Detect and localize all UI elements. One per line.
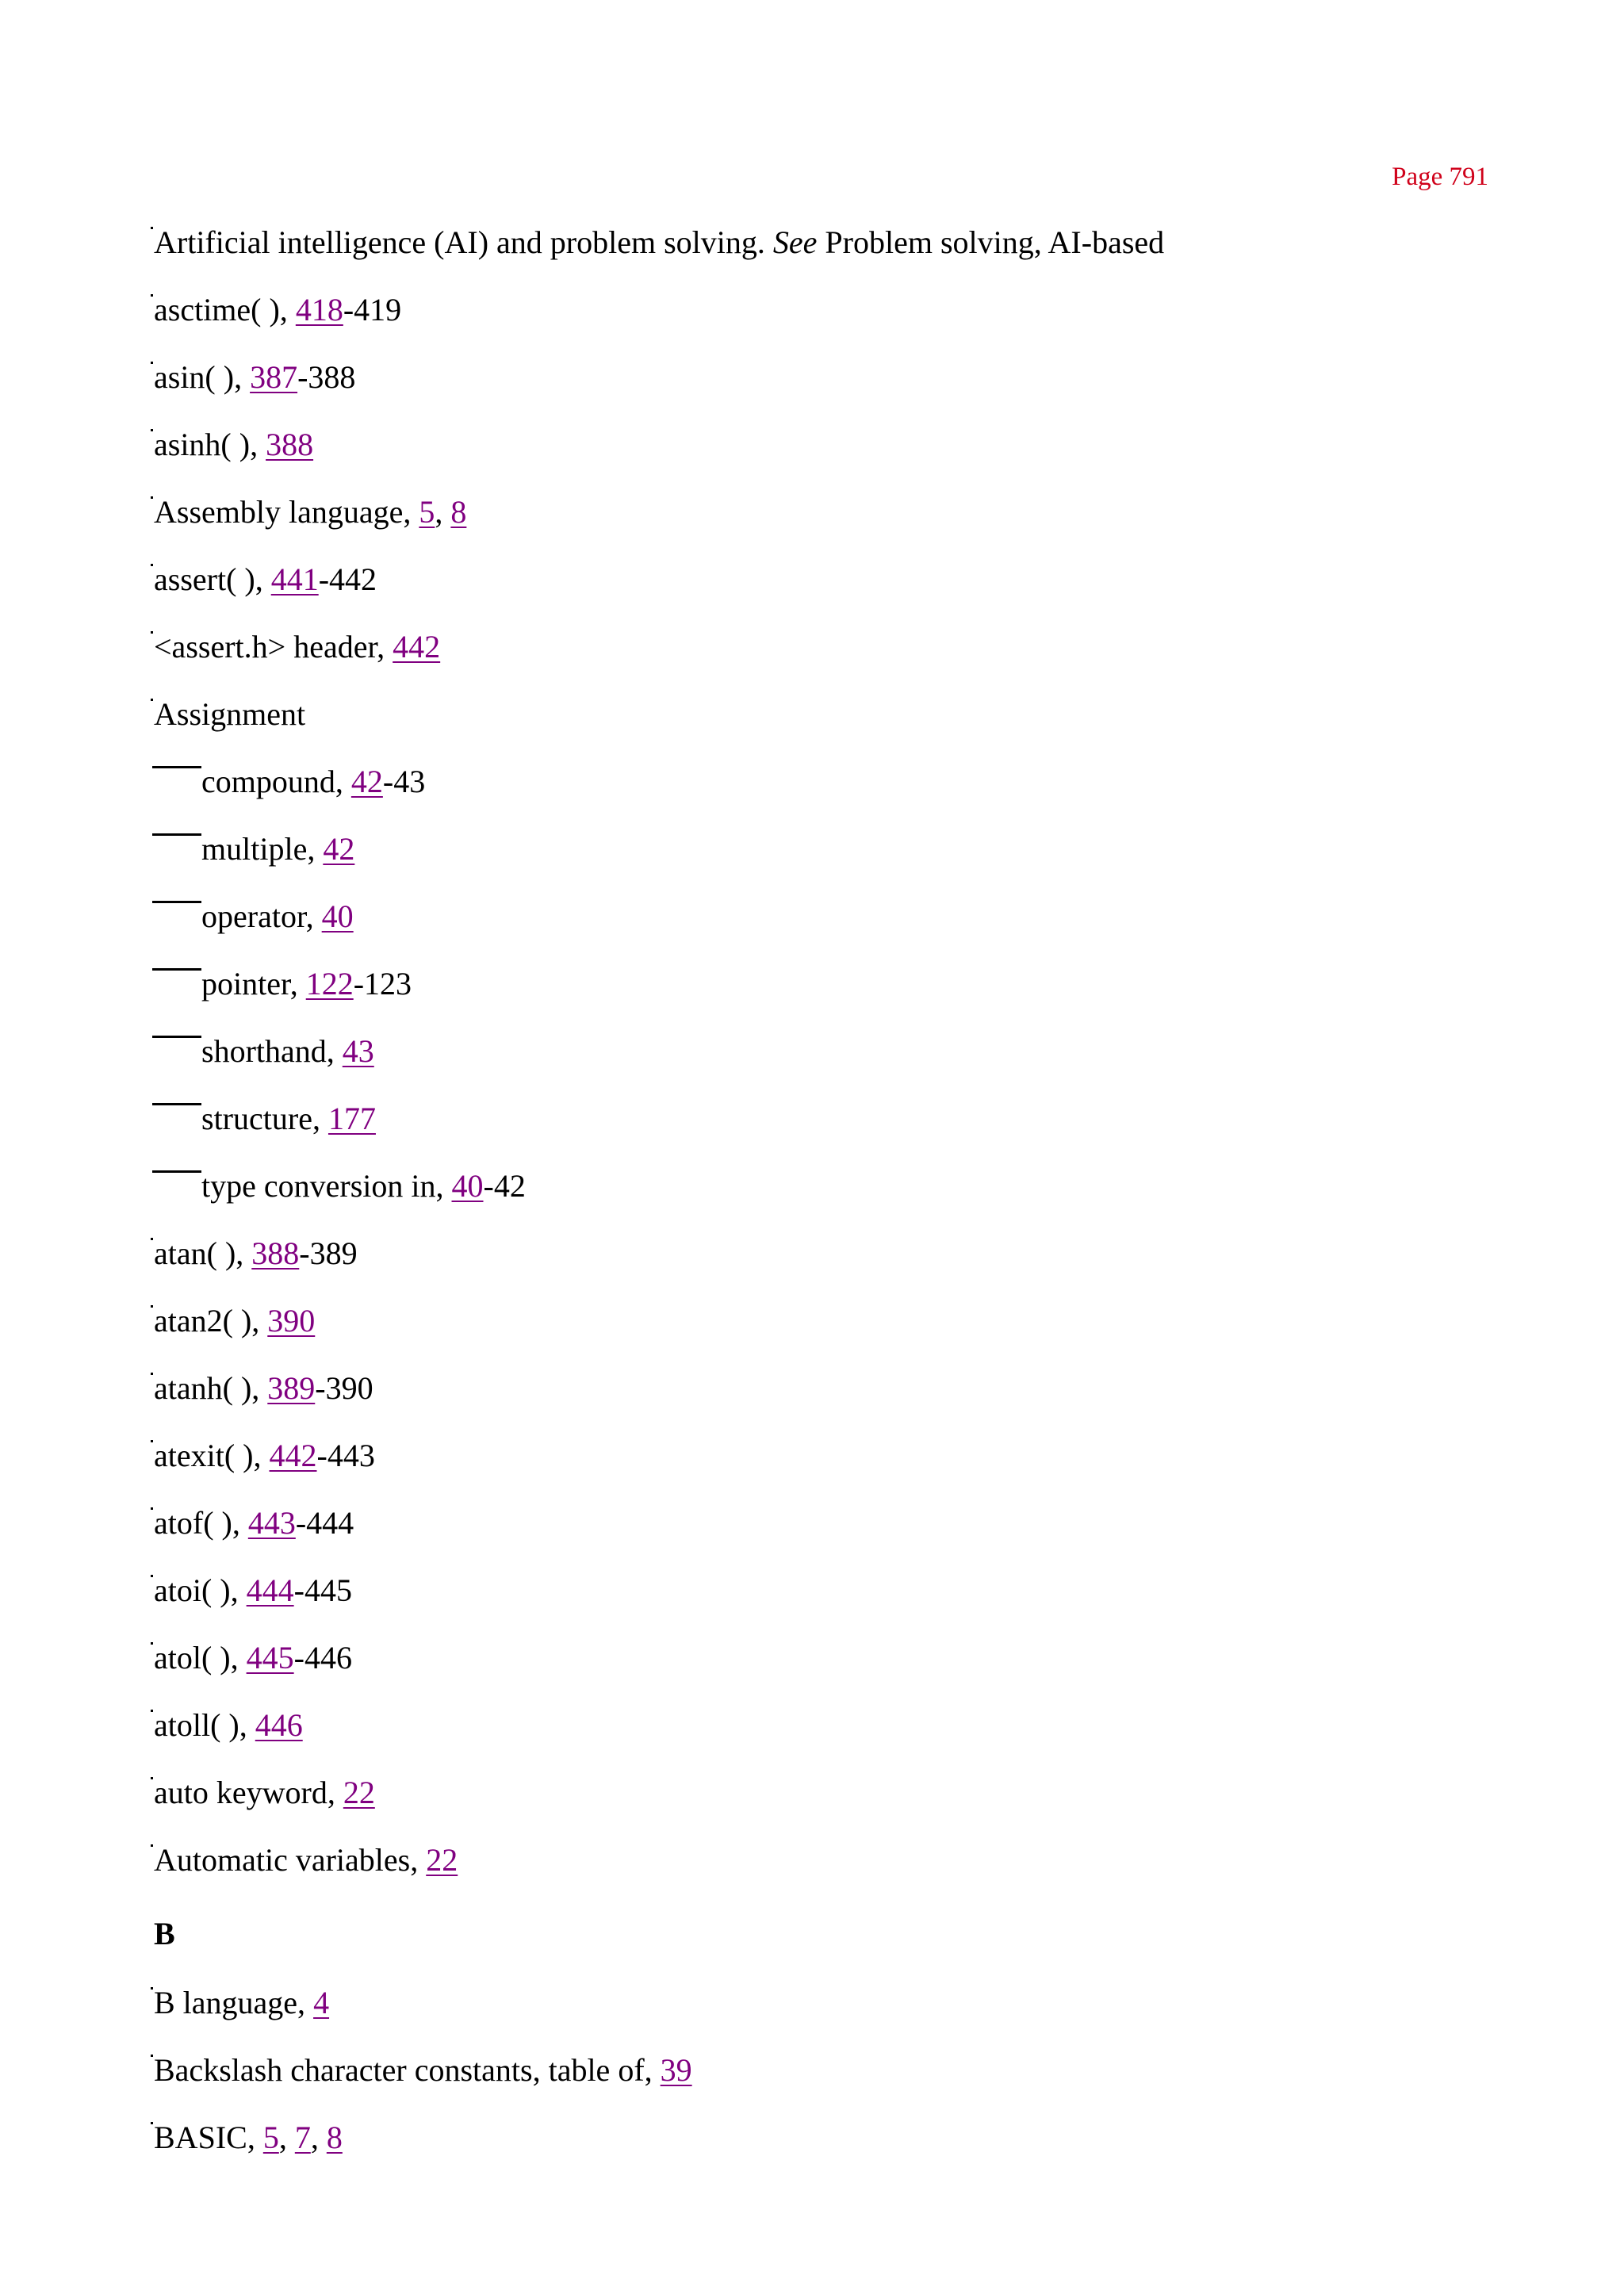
entry-text-segment: auto keyword, — [154, 1775, 343, 1810]
index-entry — [152, 1231, 1540, 1299]
entry-text-segment: type conversion in, — [201, 1168, 452, 1204]
entry-text-segment: pointer, — [201, 966, 306, 1001]
subentry-dash — [152, 1036, 201, 1038]
index-entry — [152, 1703, 1540, 1771]
entry-text — [152, 625, 440, 669]
index-entry — [152, 220, 1540, 288]
index-entry — [152, 1366, 1540, 1434]
entry-text — [152, 490, 466, 534]
entry-text-segment: asin( ), — [154, 359, 251, 395]
index-entry — [152, 423, 1540, 490]
entry-text-segment: asinh( ), — [154, 427, 266, 462]
entry-text-segment: asctime( ), — [154, 292, 296, 327]
entry-marker-dot — [151, 227, 153, 229]
index-entry — [152, 692, 1540, 760]
entry-marker-dot — [151, 1642, 153, 1645]
subentry-dash — [152, 901, 201, 903]
entry-marker-dot — [151, 1440, 153, 1442]
index-entry — [152, 288, 1540, 355]
entry-text-segment: atof( ), — [154, 1505, 248, 1541]
entry-text — [152, 1771, 375, 1815]
entry-text — [152, 288, 401, 332]
entry-marker-dot — [151, 294, 153, 297]
entry-text-segment: -444 — [295, 1505, 354, 1541]
entry-text-segment: -443 — [316, 1438, 375, 1473]
index-subentry — [152, 1029, 1540, 1097]
entry-text-segment: atanh( ), — [154, 1370, 268, 1406]
entry-text — [152, 1568, 352, 1613]
page-reference-link[interactable]: 5 — [262, 2120, 279, 2155]
page-reference-link[interactable]: 40 — [451, 1168, 484, 1204]
page-reference-link[interactable]: 442 — [393, 629, 441, 664]
entry-text — [152, 1912, 175, 1956]
index-subentry — [152, 1164, 1540, 1231]
page-reference-link[interactable]: 8 — [326, 2120, 343, 2155]
entry-text — [152, 1434, 375, 1478]
index-subentry — [152, 1097, 1540, 1164]
entry-text-segment: , — [310, 2120, 327, 2155]
entry-text — [152, 355, 355, 400]
page-reference-link[interactable]: 4 — [313, 1985, 330, 2020]
entry-text-segment: -390 — [315, 1370, 373, 1406]
entry-text-segment: -388 — [297, 359, 356, 395]
entry-text-segment: Assignment — [154, 696, 306, 732]
entry-text — [152, 1838, 458, 1882]
entry-text — [152, 423, 313, 467]
entry-marker-dot — [151, 1305, 153, 1308]
entry-text-segment: B — [154, 1916, 175, 1951]
page-reference-link[interactable]: 22 — [426, 1842, 458, 1878]
entry-marker-dot — [151, 1987, 153, 1990]
index-entry — [152, 1501, 1540, 1568]
index-entry — [152, 1838, 1540, 1905]
entry-text — [152, 557, 377, 602]
index-entry — [152, 1568, 1540, 1636]
entry-text-segment: BASIC, — [154, 2120, 263, 2155]
entry-marker-dot — [151, 1373, 153, 1375]
entry-marker-dot — [151, 496, 153, 499]
page-reference-link[interactable]: 177 — [327, 1101, 376, 1136]
entry-text-segment: , — [435, 494, 451, 530]
page-reference-link[interactable]: 39 — [660, 2052, 692, 2088]
entry-marker-dot — [151, 1710, 153, 1712]
entry-text — [152, 1501, 354, 1545]
entry-marker-dot — [151, 1507, 153, 1510]
page-reference-link[interactable]: 443 — [247, 1505, 296, 1541]
entry-text-segment: compound, — [201, 764, 351, 799]
entry-marker-dot — [151, 2055, 153, 2057]
page-reference-link[interactable]: 441 — [270, 561, 319, 597]
entry-text-segment: -42 — [483, 1168, 526, 1204]
entry-marker-dot — [151, 1575, 153, 1577]
index-entry — [152, 2116, 1540, 2183]
index-entry — [152, 490, 1540, 557]
page-reference-link[interactable]: 444 — [246, 1572, 294, 1608]
index-entry — [152, 355, 1540, 423]
index-entry — [152, 1981, 1540, 2048]
index-entry — [152, 557, 1540, 625]
entry-text-segment: <assert.h> header, — [154, 629, 393, 664]
entry-text-segment: multiple, — [201, 831, 324, 867]
entry-marker-dot — [151, 1777, 153, 1779]
entry-text-segment: -445 — [293, 1572, 352, 1608]
entry-text-segment: atoll( ), — [154, 1707, 255, 1743]
index-subentry — [152, 827, 1540, 894]
entry-text-segment: -419 — [343, 292, 402, 327]
entry-marker-dot — [151, 362, 153, 364]
see-reference-italic: See — [772, 224, 818, 260]
index-subentry — [152, 760, 1540, 827]
page-reference-link[interactable]: 388 — [251, 1235, 300, 1271]
page-reference-link[interactable]: 418 — [295, 292, 343, 327]
subentry-dash — [152, 766, 201, 768]
entry-text-segment: Backslash character constants, table of, — [154, 2052, 661, 2088]
page-reference-link[interactable]: 446 — [255, 1707, 303, 1743]
page-reference-link[interactable]: 445 — [246, 1640, 294, 1676]
page-reference-link[interactable]: 388 — [266, 427, 314, 462]
entry-text-segment: Artificial intelligence (AI) and problem solving. — [154, 224, 773, 260]
entry-text — [152, 1231, 358, 1276]
entry-text — [152, 692, 305, 737]
entry-text-segment: assert( ), — [154, 561, 271, 597]
entry-text-segment: -43 — [382, 764, 426, 799]
page-reference-link[interactable]: 42 — [350, 764, 383, 799]
entry-text-segment: -442 — [318, 561, 377, 597]
entry-marker-dot — [151, 564, 153, 566]
index-entry — [152, 2048, 1540, 2116]
page-number-label: Page 791 — [1392, 163, 1488, 191]
entry-text-segment: , — [278, 2120, 295, 2155]
page-reference-link[interactable]: 390 — [267, 1303, 316, 1338]
entry-text-segment: -446 — [293, 1640, 352, 1676]
entry-text — [152, 2116, 343, 2160]
entry-marker-dot — [151, 631, 153, 634]
entry-text — [152, 1703, 303, 1748]
entry-text-segment: atexit( ), — [154, 1438, 270, 1473]
entry-text-segment: Problem solving, AI-based — [817, 224, 1165, 260]
subentry-dash — [152, 833, 201, 836]
entry-text — [152, 1299, 315, 1343]
entry-marker-dot — [151, 429, 153, 431]
entry-text — [152, 2048, 692, 2093]
entry-text — [152, 1366, 373, 1411]
page-reference-link[interactable]: 40 — [321, 898, 354, 934]
entry-text — [152, 1981, 329, 2025]
page-reference-link[interactable]: 122 — [305, 966, 354, 1001]
entry-text — [152, 1636, 352, 1680]
page-reference-link[interactable]: 389 — [267, 1370, 316, 1406]
entry-text-segment: atoi( ), — [154, 1572, 247, 1608]
page-reference-link[interactable]: 7 — [294, 2120, 311, 2155]
page-reference-link[interactable]: 42 — [323, 831, 355, 867]
index-subentry — [152, 962, 1540, 1029]
entry-text-segment: atan2( ), — [154, 1303, 268, 1338]
page-reference-link[interactable]: 442 — [269, 1438, 317, 1473]
entry-text — [152, 1164, 526, 1208]
index-entry — [152, 1434, 1540, 1501]
entry-text — [152, 220, 1164, 265]
entry-text-segment: atan( ), — [154, 1235, 252, 1271]
entry-text-segment: Automatic variables, — [154, 1842, 427, 1878]
index-subentry — [152, 894, 1540, 962]
subentry-dash — [152, 1103, 201, 1105]
page-reference-link[interactable]: 8 — [450, 494, 467, 530]
index-entries-list — [152, 220, 1540, 2183]
entry-marker-dot — [151, 699, 153, 701]
entry-marker-dot — [151, 1238, 153, 1240]
entry-text-segment: atol( ), — [154, 1640, 247, 1676]
entry-text-segment: structure, — [201, 1101, 328, 1136]
entry-marker-dot — [151, 2122, 153, 2124]
entry-text-segment: -123 — [353, 966, 412, 1001]
page-reference-link[interactable]: 387 — [250, 359, 298, 395]
entry-text-segment: operator, — [201, 898, 322, 934]
page-reference-link[interactable]: 43 — [342, 1033, 374, 1069]
entry-marker-dot — [151, 1844, 153, 1847]
entry-text-segment: shorthand, — [201, 1033, 343, 1069]
index-entry — [152, 1299, 1540, 1366]
page-reference-link[interactable]: 5 — [419, 494, 435, 530]
subentry-dash — [152, 1170, 201, 1173]
entry-text-segment: B language, — [154, 1985, 314, 2020]
index-entry — [152, 1771, 1540, 1838]
index-entry — [152, 1636, 1540, 1703]
index-section-heading — [152, 1905, 1540, 1981]
index-entry — [152, 625, 1540, 692]
entry-text-segment: Assembly language, — [154, 494, 419, 530]
subentry-dash — [152, 968, 201, 971]
entry-text-segment: -389 — [299, 1235, 358, 1271]
page-reference-link[interactable]: 22 — [343, 1775, 375, 1810]
